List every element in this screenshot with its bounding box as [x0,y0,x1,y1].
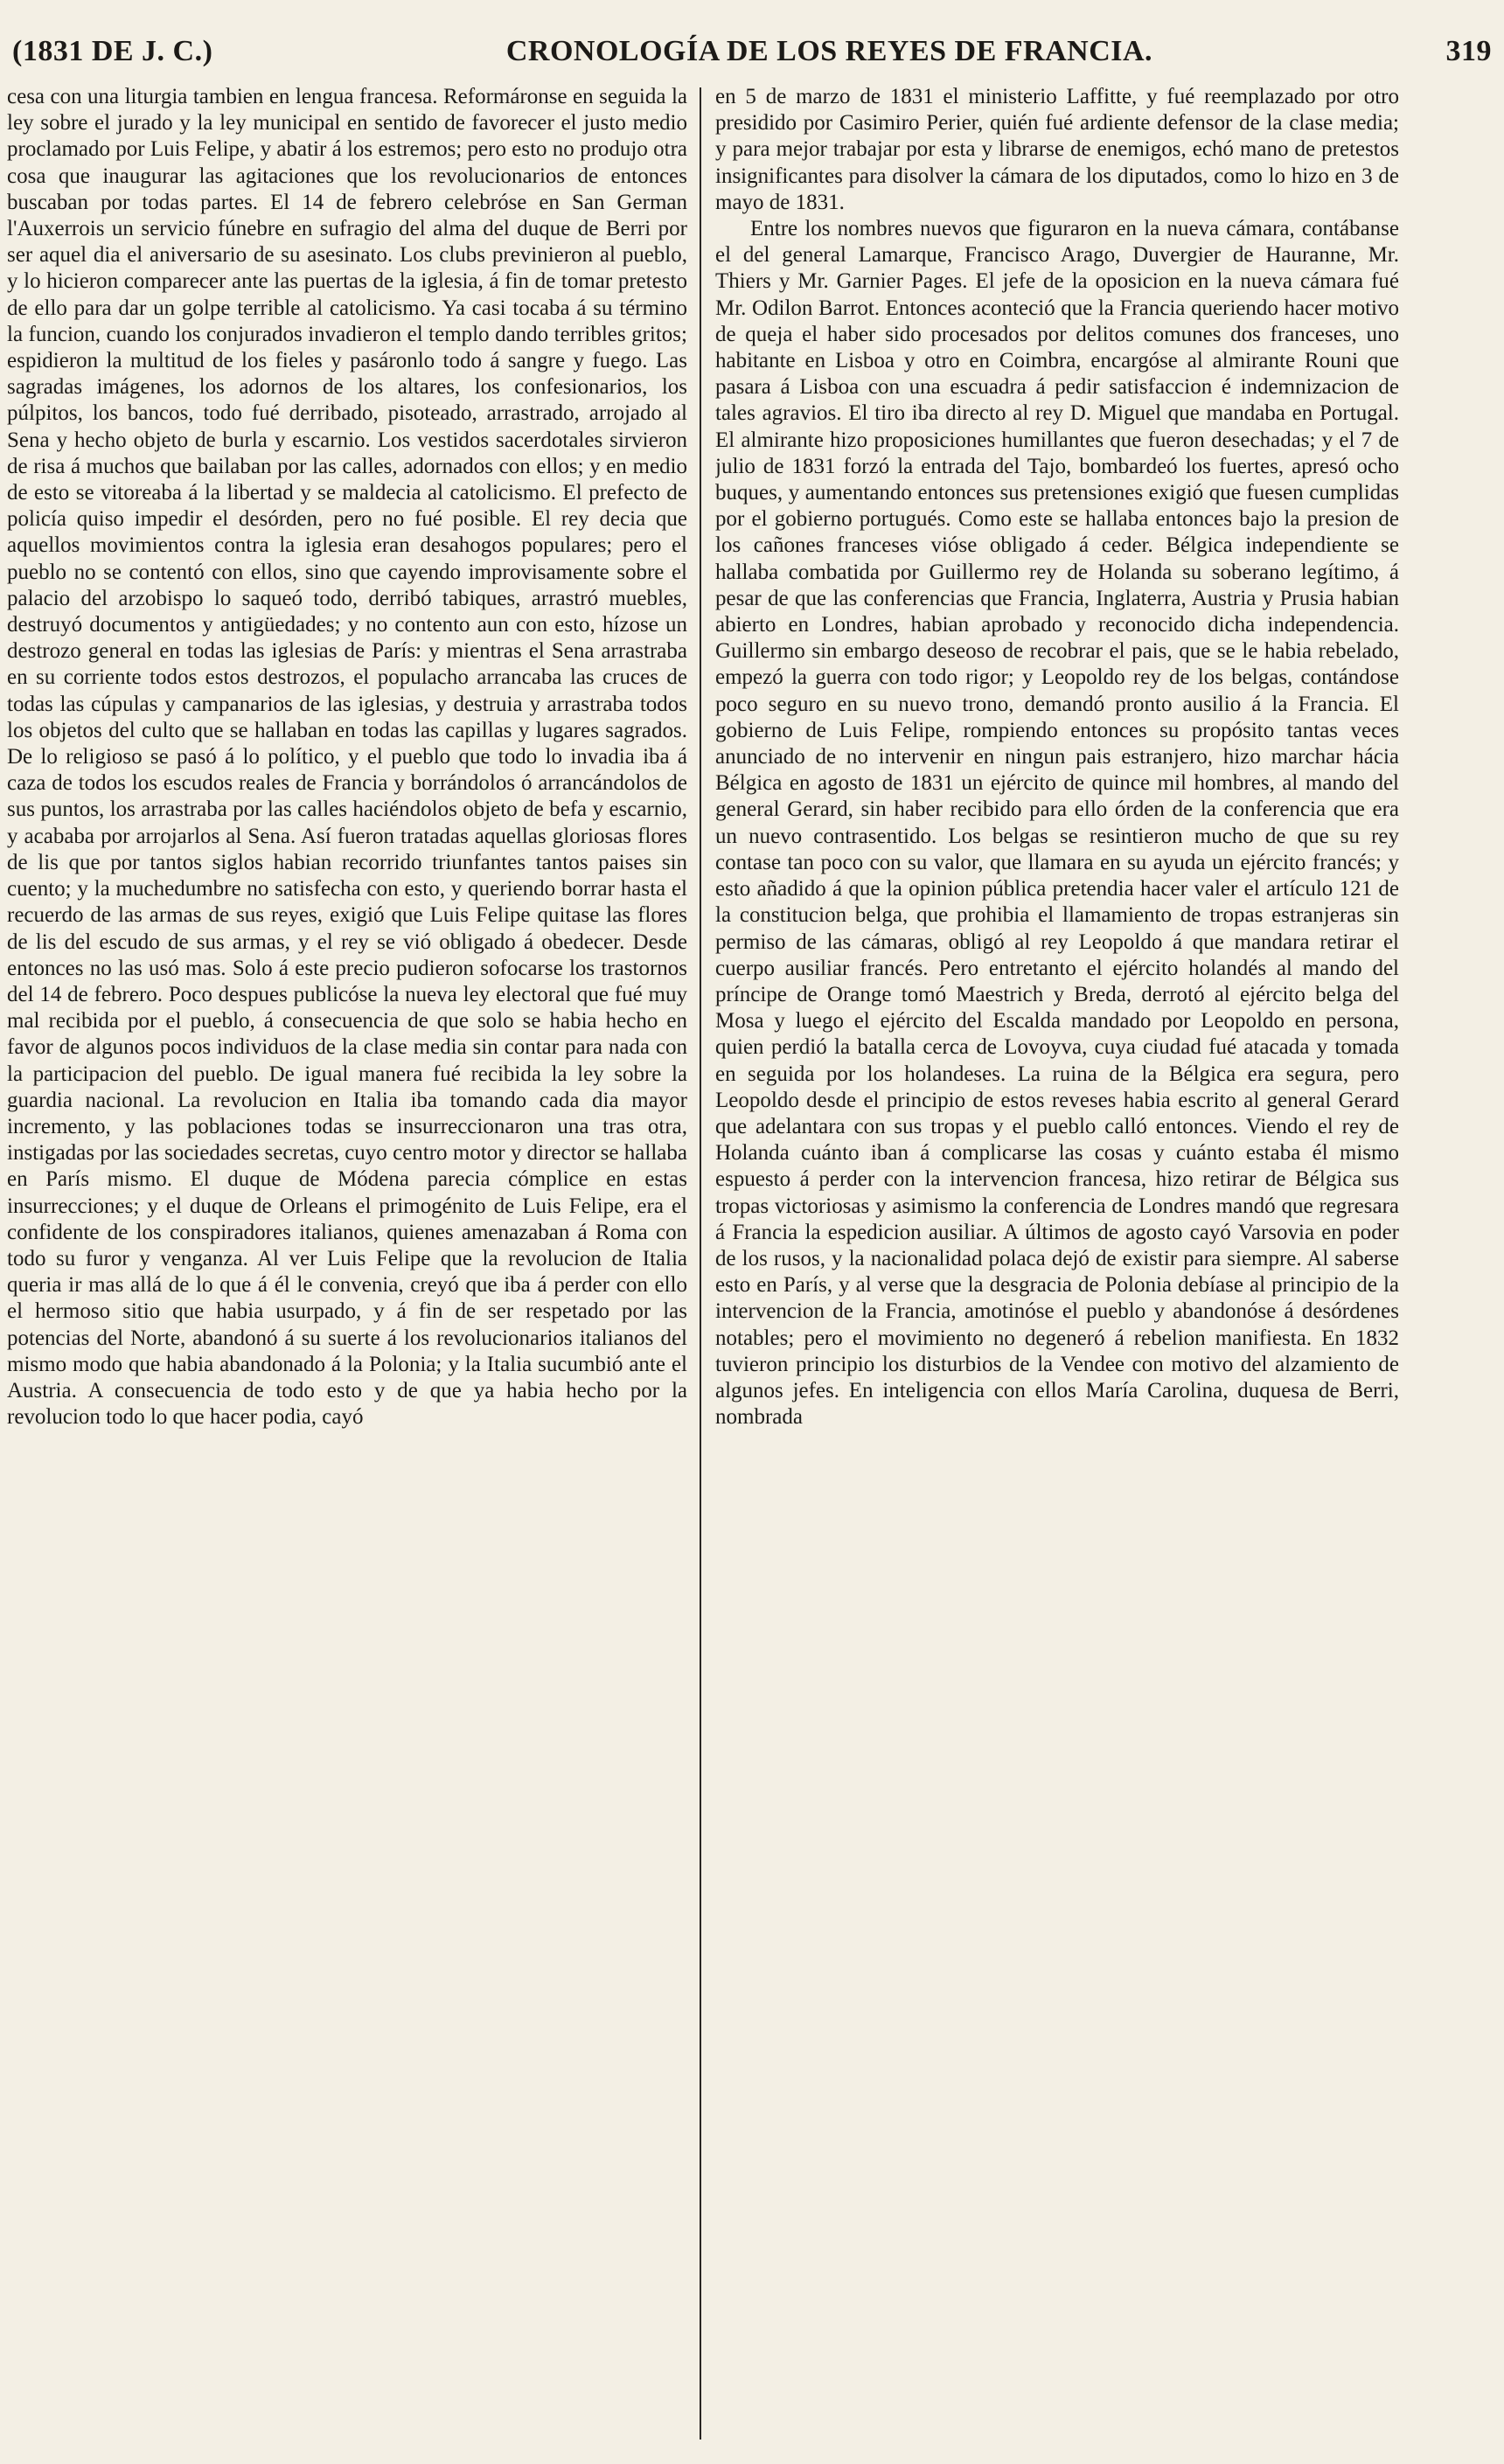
header-title: CRONOLOGÍA DE LOS REYES DE FRANCIA. [505,35,1153,67]
header-date: (1831 DE J. C.) [12,35,213,67]
column-divider [700,87,701,2440]
right-paragraph-1: en 5 de marzo de 1831 el ministerio Laffitte, y fué reemplazado por otro presidido por Casimiro Perier, quién fué ardiente defensor de la clase media; y para mejor trabajar por esta y librarse de enemigos, echó mano de pretestos insignificantes para disolver la cámara de los diputados, como lo hizo en 3 de mayo de 1831. [715,85,1399,214]
right-paragraph-2: Entre los nombres nuevos que figuraron en la nueva cámara, contábanse el del general Lamarque, Francisco Arago, Duvergier de Hauranne, Mr. Thiers y Mr. Garnier Pages. El jefe de la oposicion en la nueva cámara fué Mr. Odilon Barrot. Entonces aconteció que la Francia queriendo hacer motivo de queja el haber sido procesados por delitos comunes dos franceses, uno habitante en Lisboa y otro en Coimbra, encargóse al almirante Rouni que pasara á Lisboa con una escuadra á pedir satisfaccion é indemnizacion de tales agravios. El tiro iba directo al rey D. Miguel que mandaba en Portugal. El almirante hizo proposiciones humillantes que fueron desechadas; y el 7 de julio de 1831 forzó la entrada del Tajo, bombardeó los fuertes, apresó ocho buques, y aumentando entonces sus pretensiones exigió que fuesen cumplidas por el gobierno portugués. Como este se hallaba entonces bajo la presion de los cañones franceses vióse obligado á ceder. Bélgica independiente se hallaba combatida por Guillermo rey de Holanda su soberano legítimo, á pesar de que las conferencias que Francia, Inglaterra, Austria y Prusia habian abierto en Londres, habian aprobado y reconocido dicha independencia. Guillermo sin embargo deseoso de recobrar el pais, que se le habia rebelado, empezó la guerra con todo rigor; y Leopoldo rey de los belgas, contándose poco seguro en su nuevo trono, demandó pronto ausilio á la Francia. El gobierno de Luis Felipe, rompiendo entonces su propósito tantas veces anunciado de no intervenir en ningun pais estranjero, hizo marchar hácia Bélgica en agosto de 1831 un ejército de quince mil hombres, al mando del general Gerard, sin haber recibido para ello órden de la conferencia que era un nuevo contrasentido. Los belgas se resintieron mucho de que su rey contase tan poco con su valor, que llamara en su ayuda un ejército francés; y esto añadido á que la opinion pública pretendia hacer valer el artículo 121 de la constitucion belga, que prohibia el llamamiento de tropas estranjeras sin permiso de las cámaras, obligó al rey Leopoldo á que mandara retirar el cuerpo ausiliar francés. Pero entretanto el ejército holandés al mando del príncipe de Orange tomó Maestrich y Breda, derrotó al ejército belga del Mosa y luego el ejército del Escalda mandado por Leopoldo en persona, quien perdió la batalla cerca de Lovoyva, cuya ciudad fué atacada y tomada en seguida por los holandeses. La ruina de la Bélgica era segura, pero Leopoldo desde el principio de estos reveses habia escrito al general Gerard que adelantara con sus tropas y el pueblo calló entonces. Viendo el rey de Holanda cuánto iban á complicarse las cosas y cuánto estaba él mismo espuesto á perder con la intervencion francesa, hizo retirar de Bélgica sus tropas victoriosas y asimismo la conferencia de Londres mandó que regresara á Francia la espedicion ausiliar. A últimos de agosto cayó Varsovia en poder de los rusos, y la nacionalidad polaca dejó de existir para siempre. Al saberse esto en París, y al verse que la desgracia de Polonia debíase al principio de la intervencion de la Francia, amotinóse el pueblo y abandonóse á desórdenes notables; pero el movimiento no degeneró á rebelion manifiesta. En 1832 tuvieron principio los disturbios de la Vendee con motivo del alzamiento de algunos jefes. En inteligencia con ellos María Carolina, duquesa de Berri, nombrada [715,217,1399,1430]
running-header [12,30,1492,73]
page-number: 319 [1445,35,1492,67]
left-paragraph-1: cesa con una liturgia tambien en lengua francesa. Reformáronse en seguida la ley sobre el jurado y la ley municipal en sentido de favorecer el justo medio proclamado por Luis Felipe, y abatir á los estremos; pero esto no produjo otra cosa que inaugurar las agitaciones que los revolucionarios de entonces buscaban por todas partes. El 14 de febrero celebróse en San German l'Auxerrois un servicio fúnebre en sufragio del alma del duque de Berri por ser aquel dia el aniversario de su asesinato. Los clubs previnieron al pueblo, y lo hicieron comparecer ante las puertas de la iglesia, á fin de tomar pretesto de ello para dar un golpe terrible al catolicismo. Ya casi tocaba á su término la funcion, cuando los conjurados invadieron el templo dando terribles gritos; espidieron la multitud de los fieles y pasáronlo todo á sangre y fuego. Las sagradas imágenes, los adornos de los altares, los confesionarios, los púlpitos, los bancos, todo fué derribado, pisoteado, arrastrado, arrojado al Sena y hecho objeto de burla y escarnio. Los vestidos sacerdotales sirvieron de risa á muchos que bailaban por las calles, adornados con ellos; y en medio de esto se vitoreaba á la libertad y se maldecia al catolicismo. El prefecto de policía quiso impedir el desórden, pero no fué posible. El rey decia que aquellos movimientos contra la iglesia eran desahogos populares; pero el pueblo no se contentó con ellos, sino que cayendo improvisamente sobre el palacio del arzobispo lo saqueó todo, derribó tabiques, arrastró muebles, destruyó documentos y antigüedades; y no contento aun con esto, hízose un destrozo general en todas las iglesias de París: y mientras el Sena arrastraba en su corriente todos estos destrozos, el populacho arrancaba las cruces de todas las cúpulas y campanarios de las iglesias, y destruia y arrastraba todos los objetos del culto que se hallaban en todas las capillas y lugares sagrados. De lo religioso se pasó á lo político, y el pueblo que todo lo invadia iba á caza de todos los escudos reales de Francia y borrándolos ó arrancándolos de sus puntos, los arrastraba por las calles haciéndolos objeto de befa y escarnio, y acababa por arrojarlos al Sena. Así fueron tratadas aquellas gloriosas flores de lis que por tantos siglos habian recorrido triunfantes tantos paises sin cuento; y la muchedumbre no satisfecha con esto, y queriendo borrar hasta el recuerdo de las armas de sus reyes, exigió que Luis Felipe quitase las flores de lis del escudo de sus armas, y el rey se vió obligado á obedecer. Desde entonces no las usó mas. Solo á este precio pudieron sofocarse los trastornos del 14 de febrero. Poco despues publicóse la nueva ley electoral que fué muy mal recibida por el pueblo, á consecuencia de que solo se habia hecho en favor de algunos pocos individuos de la clase media sin contar para nada con la participacion del pueblo. De igual manera fué recibida la ley sobre la guardia nacional. La revolucion en Italia iba tomando cada dia mayor incremento, y las poblaciones todas se insurreccionaron una tras otra, instigadas por las sociedades secretas, cuyo centro motor y director se hallaba en París mismo. El duque de Módena parecia cómplice en estas insurrecciones; y el duque de Orleans el primogénito de Luis Felipe, era el confidente de los conspiradores italianos, quienes amenazaban á Roma con todo su furor y venganza. Al ver Luis Felipe que la revolucion de Italia queria ir mas allá de lo que á él le convenia, creyó que iba á perder con ello el hermoso sitio que habia usurpado, y á fin de ser respetado por las potencias del Norte, abandonó á su suerte á los revolucionarios italianos del mismo modo que habia abandonado á la Polonia; y la Italia sucumbió ante el Austria. A consecuencia de todo esto y de que ya habia hecho por la revolucion todo lo que hacer podia, cayó [7,85,687,1430]
left-column [7,84,687,2441]
right-column [715,84,1399,2441]
